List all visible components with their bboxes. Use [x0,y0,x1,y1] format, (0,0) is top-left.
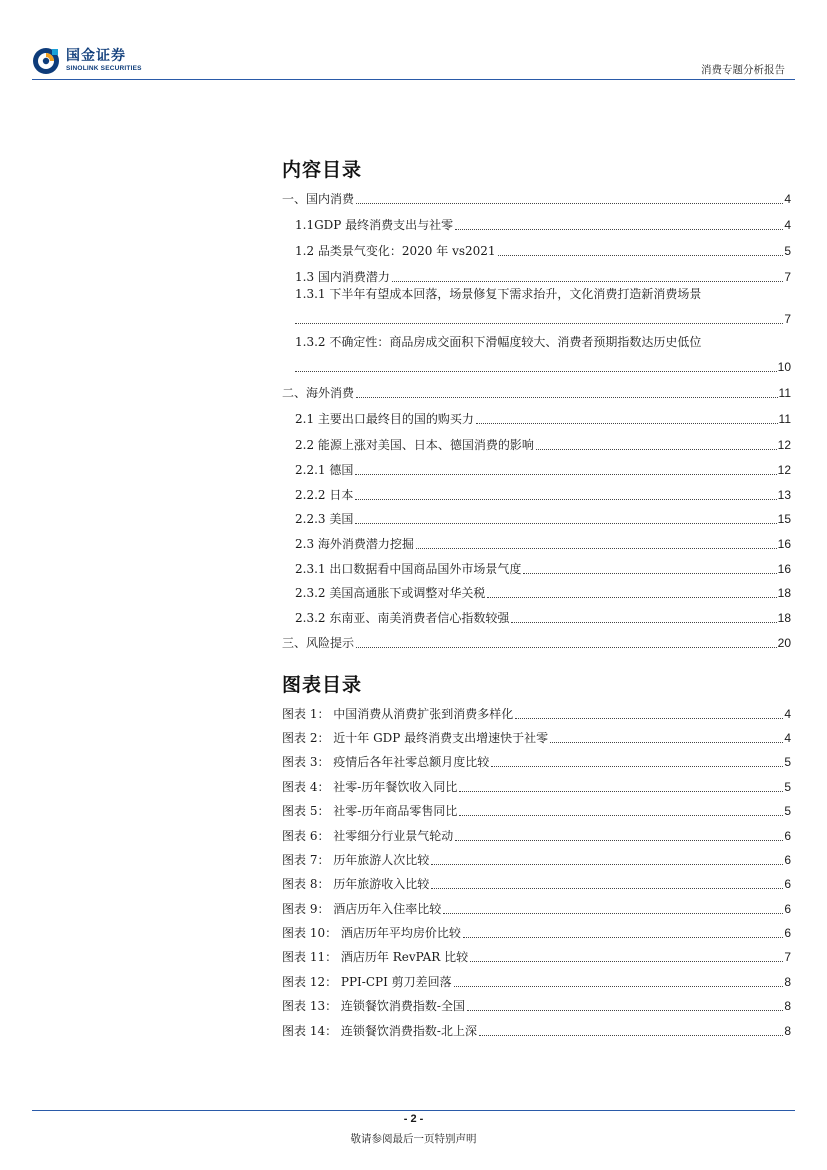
leader-dots [454,986,784,987]
figure-entry[interactable] [282,775,791,795]
toc-entry-continuation[interactable] [295,355,791,375]
leader-dots [463,937,783,938]
figure-entry-text: 图表 2： 近十年 GDP 最终消费支出增速快于社零 [282,731,549,745]
toc-entry-text: 三、风险提示 [282,636,355,650]
figure-entry[interactable] [282,897,791,917]
toc-entry[interactable] [282,433,791,453]
toc-entry-text: 2.3.2 东南亚、南美消费者信心指数较强 [295,611,510,625]
leader-dots [459,815,783,816]
toc-entry-text: 2.2.2 日本 [295,488,354,502]
toc-entry-text: 2.3.2 美国高通胀下或调整对华关税 [295,586,486,600]
figure-entry-text: 图表 5： 社零-历年商品零售同比 [282,804,458,818]
toc-entry-page: 11 [778,412,791,426]
toc-entry[interactable] [282,213,791,233]
figure-entry-text: 图表 6： 社零细分行业景气轮动 [282,829,454,843]
figure-entry-text: 图表 12： PPI-CPI 剪刀差回落 [282,975,452,989]
leader-dots [392,281,783,282]
leader-dots [487,597,776,598]
leader-dots [355,474,776,475]
toc-entry[interactable] [282,239,791,259]
figure-entry-page: 6 [784,877,791,891]
company-logo [32,47,142,75]
figure-entry[interactable] [282,799,791,819]
toc-entry[interactable] [282,557,791,577]
toc-entry-page: 4 [784,192,791,206]
figure-entry-text: 图表 8： 历年旅游收入比较 [282,877,430,891]
figure-entry-text: 图表 4： 社零-历年餐饮收入同比 [282,780,458,794]
toc-entry[interactable] [282,458,791,478]
toc-entry-continuation[interactable] [295,307,791,327]
page-number: - 2 - [403,1113,424,1125]
figure-entry[interactable] [282,702,791,722]
toc-entry[interactable] [282,381,791,401]
leader-dots [355,499,776,500]
toc-entry[interactable] [282,532,791,552]
leader-dots [515,718,783,719]
figure-entry-page: 7 [784,950,791,964]
toc-entry-text: 2.2.3 美国 [295,512,354,526]
leader-dots [455,229,783,230]
toc-entry-page: 18 [777,586,791,600]
leader-dots [550,742,783,743]
figure-entry[interactable] [282,921,791,941]
logo-chinese-name: 国金证券 [66,48,126,65]
figure-entry-page: 4 [784,731,791,745]
toc-entry-text: 1.2 品类景气变化：2020 年 vs2021 [295,244,496,258]
footer-divider [32,1110,795,1111]
report-title: 消费专题分析报告 [701,64,785,76]
leader-dots [431,888,783,889]
toc-entry-page: 7 [784,312,791,326]
disclaimer-note: 敬请参阅最后一页特别声明 [350,1133,477,1145]
figure-entry-page: 6 [784,902,791,916]
figure-entry-text: 图表 11： 酒店历年 RevPAR 比较 [282,950,469,964]
toc-entry[interactable] [282,483,791,503]
leader-dots [416,548,777,549]
leader-dots [431,864,783,865]
toc-entry-text: 2.3 海外消费潜力挖掘 [295,537,414,551]
toc-entry-page: 16 [777,562,791,576]
toc-entry-page: 13 [777,488,791,502]
figure-entry-page: 4 [784,707,791,721]
logo-english-name: SINOLINK SECURITIES [66,65,142,73]
leader-dots [295,323,783,324]
leader-dots [455,840,783,841]
header-divider [32,79,795,80]
leader-dots [443,913,783,914]
toc-entry-text-wrapped[interactable]: 1.3.1 下半年有望成本回落，场景修复下需求抬升，文化消费打造新消费场景 [295,287,702,301]
leader-dots [479,1035,783,1036]
leader-dots [476,423,778,424]
contents-title: 内容目录 [282,159,363,181]
toc-entry-page: 7 [784,270,791,284]
toc-entry-page: 10 [777,360,791,374]
toc-entry-text: 2.2 能源上涨对美国、日本、德国消费的影响 [295,438,534,452]
toc-entry[interactable] [282,606,791,626]
figure-entry-page: 5 [784,780,791,794]
toc-entry-text: 2.2.1 德国 [295,463,354,477]
sinolink-logo-icon [32,47,60,75]
figure-entry-text: 图表 14： 连锁餐饮消费指数-北上深 [282,1024,477,1038]
figure-entry[interactable] [282,872,791,892]
leader-dots [459,791,783,792]
toc-entry-text: 二、海外消费 [282,386,355,400]
figures-title: 图表目录 [282,674,363,696]
leader-dots [355,523,776,524]
leader-dots [356,647,777,648]
toc-entry[interactable] [282,581,791,601]
leader-dots [511,622,776,623]
leader-dots [295,371,777,372]
toc-entry-text: 2.1 主要出口最终目的国的购买力 [295,412,474,426]
leader-dots [356,397,778,398]
figure-entry-text: 图表 10： 酒店历年平均房价比较 [282,926,461,940]
figure-entry[interactable] [282,994,791,1014]
toc-entry-page: 11 [778,386,791,400]
toc-entry[interactable] [282,407,791,427]
figure-entry-page: 5 [784,804,791,818]
figure-entry-text: 图表 3： 疫情后各年社零总额月度比较 [282,755,490,769]
page-header [0,0,827,80]
figure-entry-page: 8 [784,1024,791,1038]
figure-entry-page: 6 [784,853,791,867]
toc-entry[interactable] [282,631,791,651]
leader-dots [523,573,776,574]
figure-entry[interactable] [282,945,791,965]
toc-entry-text: 一、国内消费 [282,192,355,206]
figure-entry-text: 图表 9： 酒店历年入住率比较 [282,902,442,916]
toc-entry-page: 16 [777,537,791,551]
figure-entry[interactable] [282,970,791,990]
figure-entry-text: 图表 7： 历年旅游人次比较 [282,853,430,867]
figure-entry[interactable] [282,726,791,746]
figure-entry-text: 图表 13： 连锁餐饮消费指数-全国 [282,999,465,1013]
figure-entry[interactable] [282,750,791,770]
toc-entry-page: 12 [777,463,791,477]
figure-entry-page: 8 [784,975,791,989]
figure-entry[interactable] [282,824,791,844]
toc-entry[interactable] [282,187,791,207]
figure-entry-text: 图表 1： 中国消费从消费扩张到消费多样化 [282,707,514,721]
figure-entry[interactable] [282,848,791,868]
leader-dots [536,449,777,450]
toc-entry[interactable] [282,265,791,285]
toc-entry-page: 4 [784,218,791,232]
toc-entry-page: 12 [777,438,791,452]
leader-dots [491,766,783,767]
leader-dots [467,1010,783,1011]
figure-entry[interactable] [282,1019,791,1039]
toc-entry-page: 20 [777,636,791,650]
leader-dots [356,203,783,204]
leader-dots [470,961,783,962]
figure-entry-page: 6 [784,829,791,843]
toc-entry-text: 2.3.1 出口数据看中国商品国外市场景气度 [295,562,522,576]
toc-entry[interactable] [282,507,791,527]
toc-entry-text-wrapped[interactable]: 1.3.2 不确定性：商品房成交面积下滑幅度较大、消费者预期指数达历史低位 [295,335,702,349]
toc-entry-text: 1.3 国内消费潜力 [295,270,390,284]
toc-entry-page: 18 [777,611,791,625]
toc-entry-page: 15 [777,512,791,526]
leader-dots [498,255,784,256]
figure-entry-page: 6 [784,926,791,940]
toc-entry-page: 5 [784,244,791,258]
figure-entry-page: 5 [784,755,791,769]
figure-entry-page: 8 [784,999,791,1013]
toc-entry-text: 1.1GDP 最终消费支出与社零 [295,218,454,232]
